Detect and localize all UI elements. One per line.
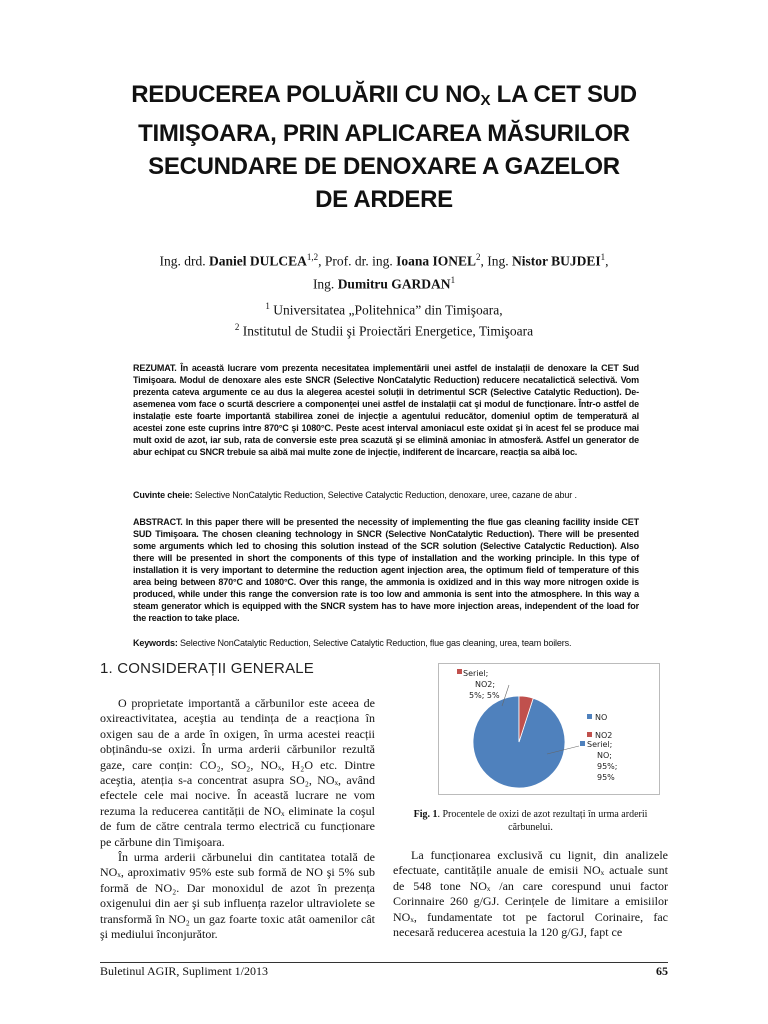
legend-swatch-no2 [587,732,592,737]
page-number: 65 [656,964,668,978]
title-line-3: SECUNDARE DE DENOXARE A GAZELOR [148,153,620,180]
rezumat-block: REZUMAT. În această lucrare vom prezenta necesitatea implementării unei astfel de instalații de denoxare la CET Sud Timişoara. Modul de denoxare ales este SNCR (Selective NonCatalytic Reduction) reducere necatalictică selectivă. Vom prezenta cateva argumente ce au dus la alegerea acestei soluții în detrimentul SCR (Selective Catalytic Reduction). De-asemenea vom face o scurtă descriere a componenței unei astfel de instalații cat şi modul de funcționare. Într-o astfel de instalație este foarte importantă stabilirea zonei de injecție a agentului reducător, domeniul optim de temperatură al acestei zone este cuprins între 870°C şi 1080°C. Peste acest interval amoniacul este oxidat şi în acest fel se produce mai mult oxid de azot, iar sub, rata de conversie este prea scazută şi se elimină amoniac în atmosferă. Astfel un generator de abur echipat cu SNCR trebuie sa aibă mai multe zone de injecție, indiferent de încarcare, reacția sa aibă loc. [133,363,639,457]
right-column [393,848,668,940]
keywords: Keywords: Selective NonCatalytic Reduction, Selective Catalytic Reduction, flue gas cleaning, urea, team boilers. [133,638,572,648]
author-name: Dumitru GARDAN [337,276,451,291]
paragraph: O proprietate importantă a cărbunilor este aceea de oxireactivitatea, aceştia au tendința de a reacționa în oxigen sau de a arde în oxigen, în urma acestei reacții obținându-se oxizi. În urma arderii cărbunilor rezultă gaze, care conțin: CO₂, SO₂, NOₓ, H₂O etc. Dintre aceştia, atenția s-a concentrat asupra SO₂, NOₓ, având efectele cele mai nocive. În această lucrare ne vom rezuma la reducerea cantității de NOₓ eliminate la coşul de fum de către centrala termo electrică cu funcționare pe cărbune din Timişoara. [100,696,375,849]
data-label-no-l1: Seriel; [587,740,613,749]
data-label-no2-l1: Seriel; [463,669,489,678]
pie-chart-frame [438,663,660,795]
data-label-no-l4: 95% [597,773,615,782]
cuvinte-cheie: Cuvinte cheie: Selective NonCatalytic Reduction, Selective Catalyctic Reduction, denoxare, uree, cazane de abur . [133,490,577,500]
paragraph: În urma arderii cărbunelui din cantitatea totală de NOₓ, aproximativ 95% este sub formă de NO şi 5% sub formă de NO₂. Dar monoxidul de azot în prezența oxigenului din aer şi sub influența razelor ultraviolete se transformă în NO₂ un gaz foarte toxic atât oamenilor cât şi mediului înconjurător. [100,850,375,942]
data-label-swatch [457,669,462,674]
title-line-2: TIMIŞOARA, PRIN APLICAREA MĂSURILOR [138,120,630,147]
legend-label-no: NO [595,713,608,722]
pie-chart [439,664,659,794]
author-name: Ioana IONEL [396,253,477,269]
author-list: Ing. drd. Daniel DULCEA$^{1,2}$, Prof. dr. ing. Ioana IONEL$^2$, Ing. Nistor BUJDEI$^1$, Ing. Dumitru GARDAN$^1$ [159,252,609,291]
abstract-block: ABSTRACT. In this paper there will be presented the necessity of implementing the flue gas cleaning facility inside CET SUD Timişoara. The chosen cleaning technology in SNCR (Selective NonCatalytic Reduction). There will be presented some arguments which led to chosing this solution instead of the SCR solution (Selective Catalyctic Reduction). Also there will be presented in short the components of this type of installation and the working principle. In this type of installation it is very important to determine the reduction agent injection area, the optimum field of temperature of this area being between 870°C and 1080°C. Over this range, the ammonia is oxidized and in this way more nitrogen oxide is produced, while under this range the conversion rate is too low and ammonia is sent into the atmosphere. In this way a steam generator which is equipped with the SNCR system has to have more injection areas, independent of the load for the reaction to take place. [133,517,639,623]
title-line-4: DE ARDERE [315,186,453,213]
journal-name: Buletinul AGIR, Supliment 1/2013 [100,964,269,978]
figure-caption: Fig. 1. Procentele de oxizi de azot rezultați în urma arderii cărbunelui. [413,809,648,833]
left-column [100,696,375,943]
footer-divider [100,962,668,963]
legend-swatch-no [587,714,592,719]
legend-label-no2: NO2 [595,731,613,740]
author-name: Daniel DULCEA [208,253,307,269]
section-heading: 1. CONSIDERAȚII GENERALE [100,660,315,677]
data-label-no-l2: NO; [597,751,612,760]
paragraph: La funcționarea exclusivă cu lignit, din analizele efectuate, cantitățile anuale de emisii NOₓ actuale sunt de 548 tone NOₓ /an care corespund unui factor Corinnaire 260 g/GJ. Cerințele de limitare a emisiilor NOₓ, fundamentate tot pe factorul Corinaire, fac necesară reducerea acestuia la 120 g/GJ, fapt ce [393,848,668,940]
data-label-no-l3: 95%; [597,762,618,771]
affiliations: $^1$ Universitatea „Politehnica” din Timişoara, $^2$ Institutul de Studii şi Proiectări Energetice, Timişoara [234,301,534,338]
title-line-1: REDUCEREA POLUĂRII CU NOX LA CET SUD [131,81,637,109]
data-label-no2-l2: NO2; [475,680,496,689]
data-label-no2-l3: 5%; 5% [469,691,500,700]
author-name: Nistor BUJDEI [512,253,601,269]
data-label-swatch [580,741,585,746]
paper-title [100,78,668,216]
